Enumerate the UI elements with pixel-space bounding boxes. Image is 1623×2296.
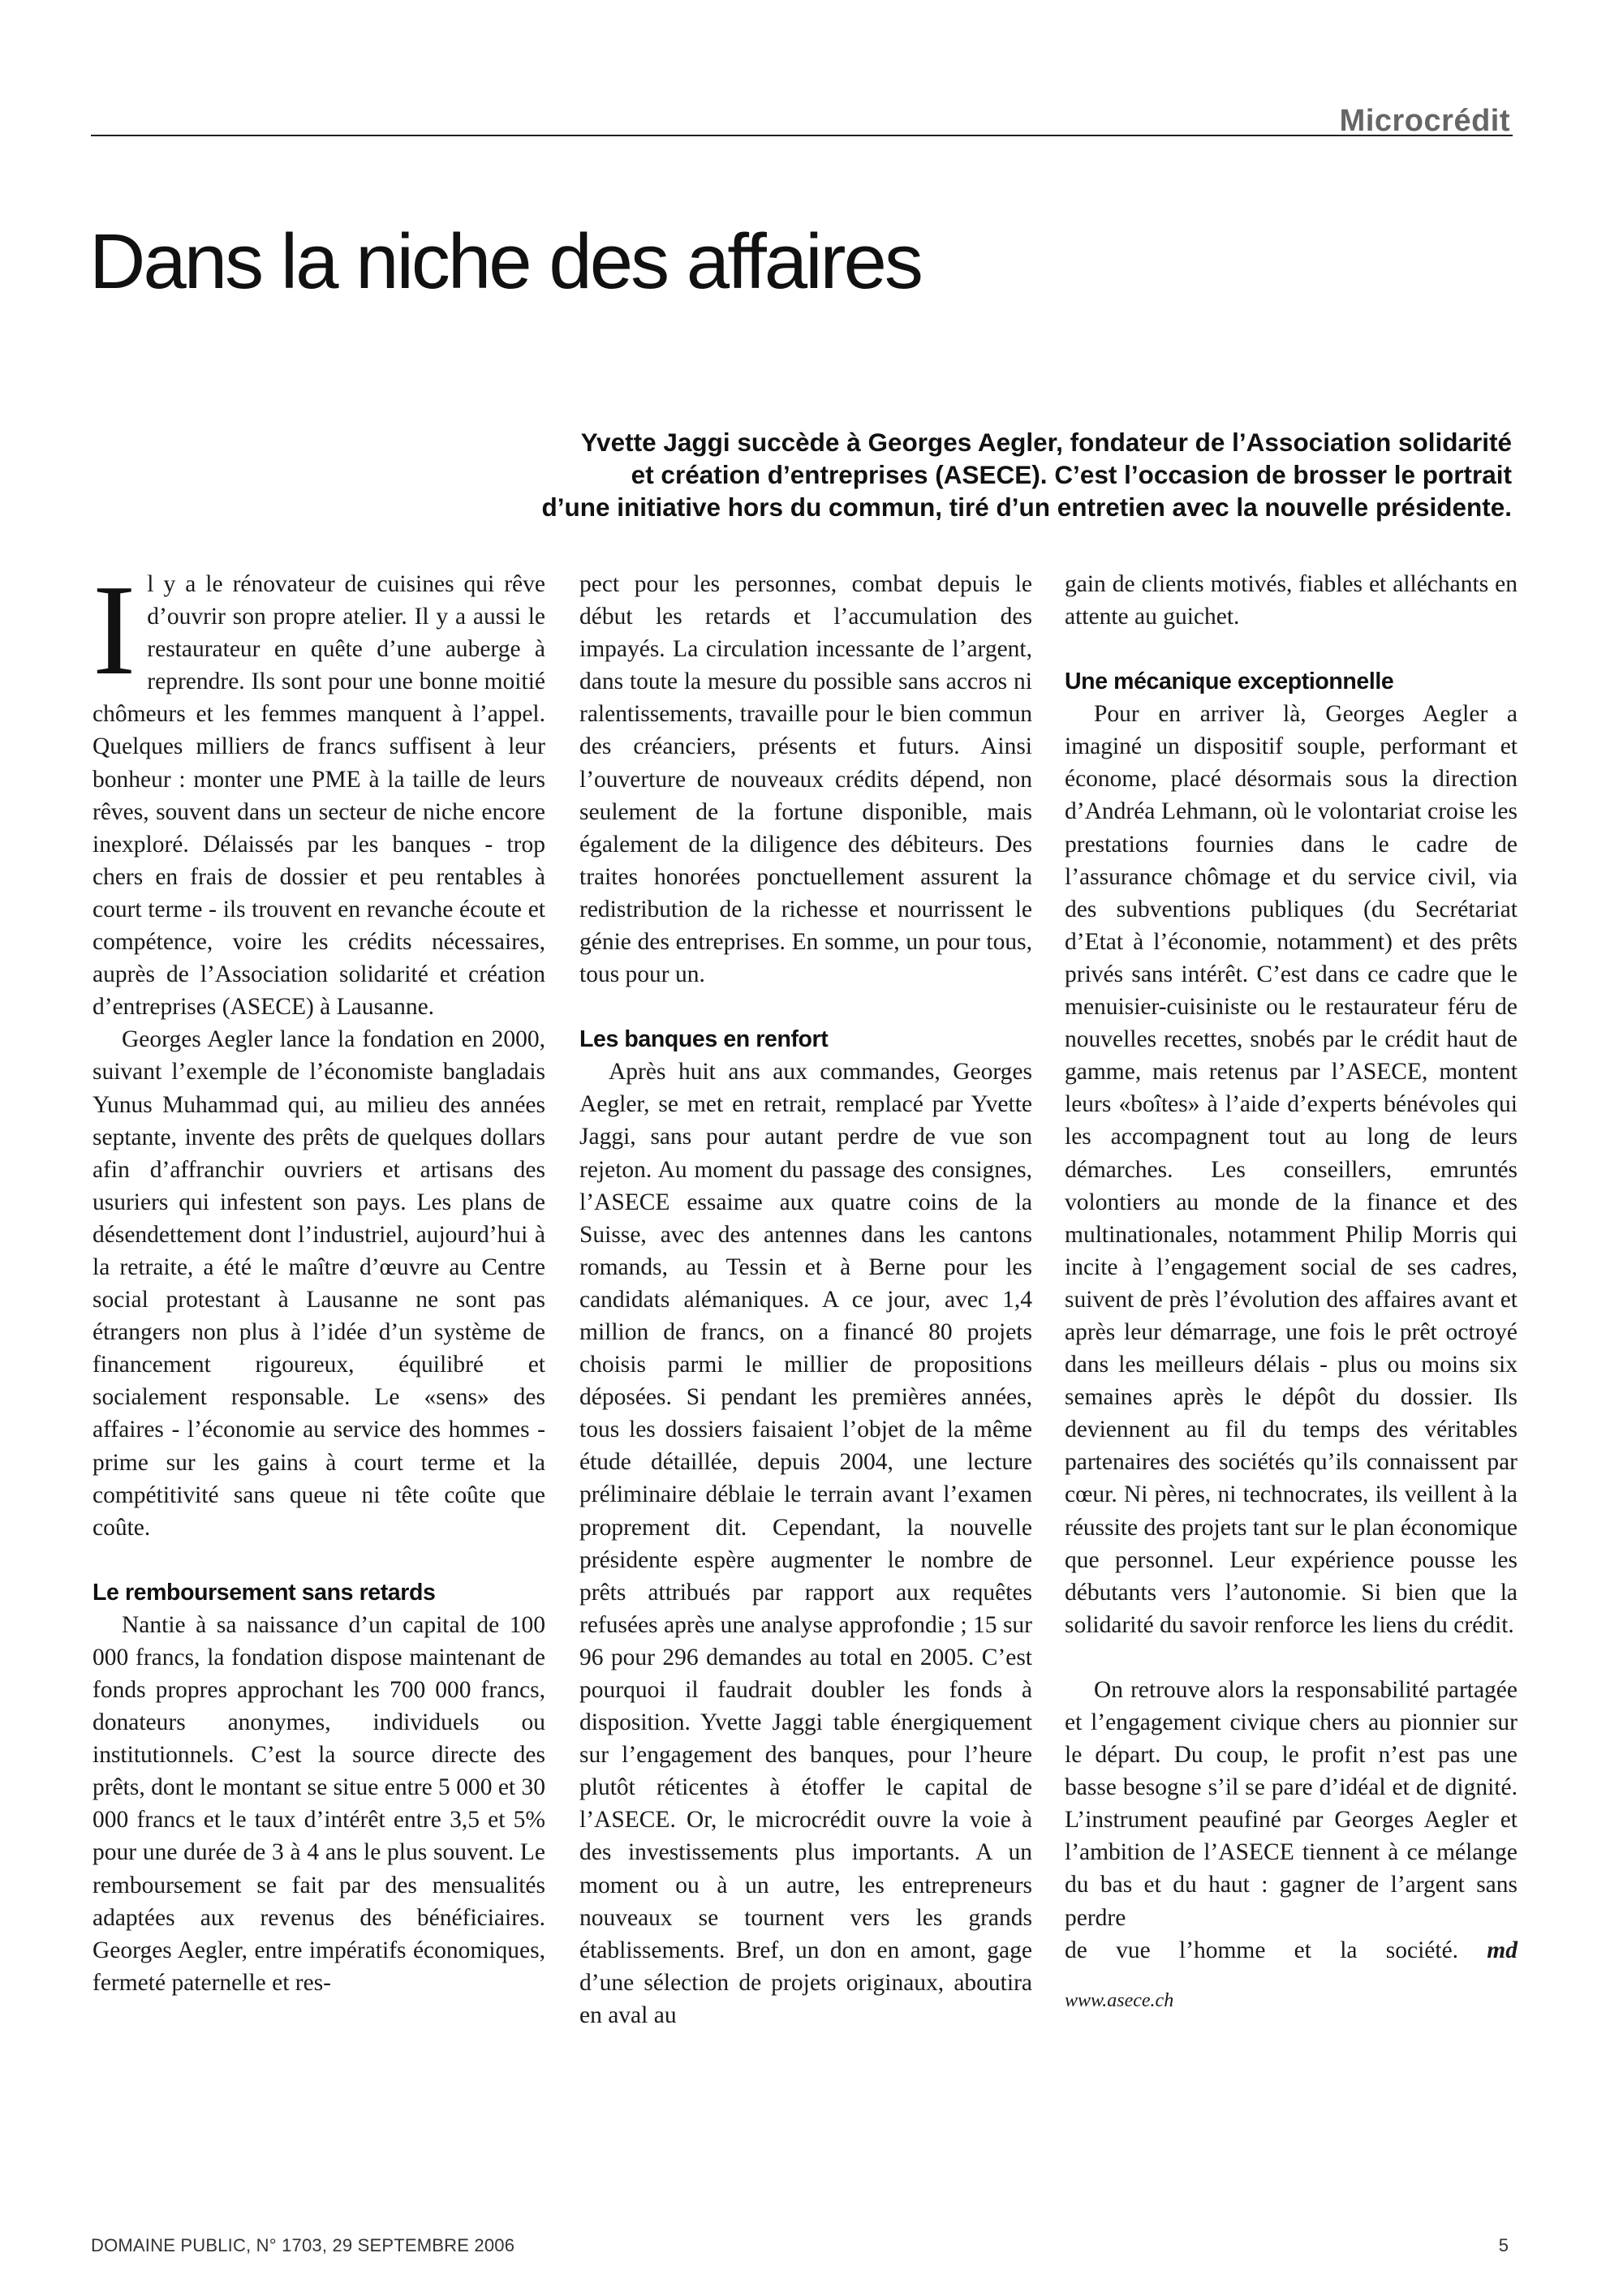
headline: Dans la niche des affaires xyxy=(89,218,921,305)
standfirst-line: d’une initiative hors du commun, tiré d’un entretien avec la nouvelle présidente. xyxy=(541,492,1512,522)
footer-publication: DOMAINE PUBLIC, N° 1703, 29 SEPTEMBRE 2006 xyxy=(91,2235,515,2255)
article-paragraph xyxy=(93,557,545,1023)
article-column-1 xyxy=(93,557,545,1999)
subheading: Une mécanique exceptionnelle xyxy=(1065,669,1394,695)
header-rule xyxy=(91,135,1513,136)
standfirst-line: Yvette Jaggi succède à Georges Aegler, fondateur de l’Association solidarité xyxy=(580,428,1512,457)
author-signature: md xyxy=(1487,1937,1518,1963)
closing-line xyxy=(1065,1934,1518,1967)
article-column-3 xyxy=(1065,568,1518,2017)
article-paragraph: On retrouve alors la responsabilité partagée et l’engagement civique chers au pionnier sur le départ. Du coup, le profit n’est pas une basse besogne s’il se pare d’idéal et de dignité. L’instrument peaufiné par Georges Aegler et l’ambition de l’ASECE tiennent à ce mélange du bas et du haut : gagner de l’argent sans perdre xyxy=(1065,1676,1518,1931)
article-paragraph: Georges Aegler lance la fondation en 2000, suivant l’exemple de l’économiste bangladais Yunus Muhammad qui, au milieu des années septante, invente des prêts de quelques dollars afin d’affranchir ouvriers et artisans des usuriers qui infestent son pays. Les plans de désendettement dont l’industriel, aujourd’hui à la retraite, a été le maître d’œuvre au Centre social protestant à Lausanne ne sont pas étrangers non plus à l’idée d’un système de financement rigoureux, équilibré et socialement responsable. Le «sens» des affaires - l’économie au service des hommes - prime sur les gains à court terme et la compétitivité sans queue ni tête coûte que coûte. xyxy=(93,1026,545,1541)
article-paragraph: gain de clients motivés, fiables et alléchants en attente au guichet. xyxy=(1065,571,1518,630)
article-column-2 xyxy=(579,568,1032,2032)
subheading: Le remboursement sans retards xyxy=(93,1579,436,1606)
article-paragraph: pect pour les personnes, combat depuis le début les retards et l’accumulation des impayés. La circulation incessante de l’argent, dans toute la mesure du possible sans accros ni ralentissements, travaille pour le bien commun des créanciers, présents et futurs. Ainsi l’ouverture de nouveaux crédits dépend, non seulement de la fortune disponible, mais également de la diligence des débiteurs. Des traites honorées ponctuellement assurent la redistribution de la richesse et nourrissent le génie des entreprises. En somme, un pour tous, tous pour un. xyxy=(579,571,1032,988)
subheading: Les banques en renfort xyxy=(579,1026,829,1053)
standfirst xyxy=(295,426,1512,523)
website-link[interactable]: www.asece.ch xyxy=(1065,1989,1174,2011)
section-label: Microcrédit xyxy=(1339,104,1510,138)
paragraph-text: l y a le rénovateur de cuisines qui rêve d’ouvrir son propre atelier. Il y a aussi le restaurateur en quête d’une auberge à reprendre. Ils sont pour une bonne moitié chômeurs et les femmes manquent à l’appel. Quelques milliers de francs suffisent à leur bonheur : monter une PME à la taille de leurs rêves, souvent dans un secteur de niche encore inexploré. Délaissés par les banques - trop chers en frais de dossier et peu rentables à court terme - ils trouvent en revanche écoute et compétence, voire les crédits nécessaires, auprès de l’Association solidarité et création d’entreprises (ASECE) à Lausanne. xyxy=(93,571,545,1021)
drop-cap: I xyxy=(93,557,136,702)
closing-text: de vue l’homme et la société. xyxy=(1065,1937,1459,1963)
article-paragraph: Nantie à sa naissance d’un capital de 100 000 francs, la fondation dispose maintenant de fonds propres approchant les 700 000 francs, donateurs anonymes, individuels ou institutionnels. C’est la source directe des prêts, dont le montant se situe entre 5 000 et 30 000 francs et le taux d’intérêt entre 3,5 et 5% pour une durée de 3 à 4 ans le plus souvent. Le remboursement se fait par des mensualités adaptées aux revenus des bénéficiaires. Georges Aegler, entre impératifs économiques, fermeté paternelle et res- xyxy=(93,1611,545,1996)
standfirst-line: et création d’entreprises (ASECE). C’est l’occasion de brosser le portrait xyxy=(631,460,1512,489)
article-paragraph: Après huit ans aux commandes, Georges Aegler, se met en retrait, remplacé par Yvette Jaggi, sans pour autant perdre de vue son rejeton. Au moment du passage des consignes, l’ASECE essaime aux quatre coins de la Suisse, avec des antennes dans les cantons romands, au Tessin et à Berne pour les candidats alémaniques. A ce jour, avec 1,4 million de francs, on a financé 80 projets choisis parmi le millier de propositions déposées. Si pendant les premières années, tous les dossiers faisaient l’objet de la même étude détaillée, depuis 2004, une lecture préliminaire déblaie le terrain avant l’examen proprement dit. Cependant, la nouvelle présidente espère augmenter le nombre de prêts attribués par rapport aux requêtes refusées après une analyse approfondie ; 15 sur 96 pour 296 demandes au total en 2005. C’est pourquoi il faudrait doubler les fonds à disposition. Yvette Jaggi table énergiquement sur l’engagement des banques, pour l’heure plutôt réticentes à étoffer le capital de l’ASECE. Or, le microcrédit ouvre la voie à des investissements plus importants. A un moment ou à un autre, les entrepreneurs nouveaux se tournent vers les grands établissements. Bref, un don en amont, gage d’une sélection de projets originaux, aboutira en aval au xyxy=(579,1059,1032,2028)
article-paragraph: Pour en arriver là, Georges Aegler a imaginé un dispositif souple, performant et économe, placé désormais sous la direction d’Andréa Lehmann, où le volontariat croise les prestations fournies dans le cadre de l’assurance chômage et du service civil, via des subventions publiques (du Secrétariat d’Etat à l’économie, notamment) et des prêts privés sans intérêt. C’est dans ce cadre que le menuisier-cuisiniste ou le restaurateur féru de nouvelles recettes, snobés par le crédit haut de gamme, mais retenus par l’ASECE, montent leurs «boîtes» à l’aide d’experts bénévoles qui les accompagnent tout au long de leurs démarches. Les conseillers, emruntés volontiers au monde de la finance et des multinationales, notamment Philip Morris qui incite à l’engagement social de ses cadres, suivent de près l’évolution des affaires avant et après leur démarrage, une fois le prêt octroyé dans les meilleurs délais - plus ou moins six semaines après le dépôt du dossier. Ils deviennent au fil du temps des véritables partenaires des sociétés qu’ils connaissent par cœur. Ni pères, ni technocrates, ils veillent à la réussite des projets tant sur le plan économique que personnel. Leur expérience pousse les débutants vers l’autonomie. Si bien que la solidarité du savoir renforce les liens du crédit. xyxy=(1065,701,1518,1638)
page-number: 5 xyxy=(1498,2235,1509,2255)
